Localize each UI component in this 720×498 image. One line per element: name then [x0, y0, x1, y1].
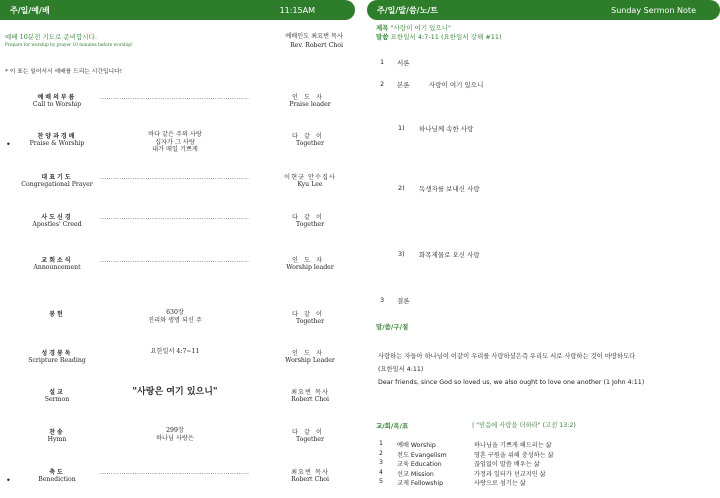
prepare-notice-en: Prepare for worship by prayer 10 minutes before worship! [5, 43, 133, 48]
sermon-text: 요한일서 4:7-11 (요한일서 강해 #11) [390, 32, 502, 41]
standing-bullet: • [6, 476, 11, 485]
goal-label: 선교 Mission [397, 470, 434, 478]
dotted-leader: …………………………………………………………… [100, 214, 250, 221]
order-item-detail: 요한일서 4:7~11 [150, 348, 200, 355]
order-item-person-en: Together [295, 436, 325, 443]
order-item-ko: 사도신경 [41, 214, 73, 221]
outline-label: 본론 [397, 81, 410, 89]
worship-header [0, 0, 355, 20]
outline-number: 1 [380, 58, 385, 66]
order-item-ko: 봉헌 [49, 311, 65, 318]
sermon-info [376, 24, 502, 41]
order-row [0, 427, 355, 453]
order-row [0, 131, 355, 157]
order-item-person: 인도자 [292, 257, 328, 264]
order-item-detail: 630장 진리와 생명 되신 주 [148, 309, 202, 324]
outline-number: 2) [398, 184, 405, 192]
sermon-title-label: 제목 [376, 24, 389, 32]
order-item-person-en: Worship leader [286, 264, 334, 271]
order-row [0, 255, 355, 281]
order-item-ko: 찬양과경배 [37, 133, 77, 140]
order-item-person: 인도자 [292, 350, 328, 357]
outline-number: 3) [398, 250, 405, 258]
church-goals-title: 교/회/목/표 [376, 422, 409, 430]
order-item-detail: 299장 하나님 사랑은 [156, 427, 194, 442]
order-item-person: 이현규 안수집사 [284, 174, 336, 181]
order-row [0, 212, 355, 238]
church-goal-item [367, 459, 720, 468]
prepare-notice [5, 32, 133, 48]
outline-label: 하나님께 속한 사랑 [419, 125, 474, 133]
worship-leader-name: Rev. Robert Choi [290, 42, 343, 49]
goal-number: 3 [379, 459, 383, 466]
goal-number: 4 [379, 468, 383, 476]
order-item-detail: "사랑은 여기 있으니" [132, 387, 218, 397]
order-item-en: Praise & Worship [29, 140, 85, 147]
memory-verse-en: Dear friends, since God so loved us, we also ought to love one another (1 John 4:11) [378, 379, 645, 386]
sermon-note-panel [367, 0, 720, 498]
order-item-en: Call to Worship [32, 101, 82, 108]
church-goal-item [367, 478, 720, 487]
goal-description: 가정과 일터가 선교지인 삶 [474, 470, 546, 478]
order-item-ko: 설교 [49, 389, 65, 396]
worship-title: 주/일/예/배 [10, 5, 50, 15]
order-row [0, 387, 355, 413]
standing-note: * 이 표는 일어서서 예배를 드리는 시간입니다! [5, 69, 123, 75]
outline-label: 서론 [397, 59, 410, 67]
church-goal-item [367, 440, 720, 449]
sermon-text-label: 말씀 [376, 32, 389, 41]
goal-description: 영혼 구원을 위해 충성하는 삶 [474, 451, 554, 459]
outline-number: 1) [398, 124, 405, 132]
outline-label: 결론 [397, 297, 410, 305]
goal-number: 1 [379, 440, 383, 447]
order-item-person: 다같이 [292, 429, 328, 436]
order-item-person: 인도자 [292, 94, 328, 101]
order-item-ko: 축도 [49, 469, 65, 476]
verse-section-title: 말/씀/구/절 [376, 323, 409, 331]
outline-label: 화목제물로 오신 사랑 [419, 251, 480, 259]
order-row [0, 172, 355, 198]
worship-order-panel [0, 0, 355, 498]
dotted-leader: …………………………………………………………… [100, 94, 250, 101]
sermon-title: "사랑이 여기 있으니" [390, 24, 451, 32]
memory-verse-ko: 사랑하는 자들아 하나님이 이같이 우리를 사랑하셨은즉 우리도 서로 사랑하는 것이 마땅하도다 [378, 353, 636, 360]
order-item-ko: 교회소식 [41, 257, 73, 264]
goal-label: 교제 Fellowship [397, 480, 444, 487]
order-item-person-en: Together [295, 221, 325, 228]
order-item-detail: 바다 같은 주의 사랑 십자가 그 사랑 내가 매일 기쁘게 [148, 131, 202, 154]
sermon-note-subtitle: Sunday Sermon Note [611, 5, 696, 15]
order-item-en: Scripture Reading [28, 357, 86, 364]
order-item-en: Hymn [47, 436, 67, 443]
goal-description: 끊임없이 말씀 배우는 삶 [474, 461, 540, 468]
goal-label: 전도 Evangelism [397, 451, 447, 459]
outline-number: 3 [380, 296, 385, 304]
sermon-note-header [367, 0, 720, 20]
order-item-person: 다같이 [292, 133, 328, 140]
goal-number: 2 [379, 449, 383, 457]
outline-number: 2 [380, 80, 385, 88]
goal-label: 예배 Worship [397, 442, 436, 449]
order-item-person: 최요번 목사 [291, 469, 329, 476]
outline-label: 독생자를 보내신 사랑 [419, 185, 480, 193]
standing-bullet: • [6, 140, 11, 149]
order-item-ko: 성경봉독 [41, 350, 73, 357]
order-row [0, 467, 355, 493]
order-item-person-en: Robert Choi [291, 476, 329, 483]
order-item-ko: 대표기도 [41, 174, 73, 181]
order-item-person: 최요번 목사 [291, 389, 329, 396]
church-goal-item [367, 469, 720, 478]
order-item-person-en: Praise leader [289, 101, 331, 108]
church-goal-item [367, 450, 720, 459]
order-item-en: Sermon [44, 396, 70, 403]
order-row [0, 309, 355, 335]
memory-verse-ref: (요한일서 4:11) [378, 366, 424, 373]
order-row [0, 92, 355, 118]
order-row [0, 348, 355, 374]
order-item-en: Benediction [38, 476, 76, 483]
goal-label: 교육 Education [397, 461, 442, 468]
dotted-leader: …………………………………………………………… [100, 257, 250, 264]
order-item-en: Apostles' Creed [32, 221, 82, 228]
order-item-person-en: Together [295, 318, 325, 325]
order-item-person-en: Robert Choi [291, 396, 329, 403]
worship-leader [271, 32, 343, 50]
goal-description: 하나님을 기쁘게 해드리는 삶 [474, 442, 552, 449]
worship-time: 11:15AM [279, 5, 315, 15]
order-item-person-en: Worship Leader [285, 357, 335, 364]
order-item-ko: 찬송 [49, 429, 65, 436]
order-item-en: Congregational Prayer [21, 181, 93, 188]
order-item-person-en: Together [295, 140, 325, 147]
worship-leader-role: 예배인도 최요번 목사 [285, 33, 343, 40]
dotted-leader: …………………………………………………………… [100, 174, 250, 181]
goal-description: 사랑으로 섬기는 삶 [474, 480, 526, 487]
church-goals-quote: | "믿음에 사랑을 더하라" (고전 13:2) [472, 422, 576, 429]
outline-subtitle: 사랑이 여기 있으니 [429, 81, 484, 89]
order-item-ko: 예배의부름 [37, 94, 77, 101]
dotted-leader: …………………………………………………………… [100, 469, 250, 476]
order-item-person: 다같이 [292, 311, 328, 318]
memory-verse [378, 350, 713, 389]
order-item-person: 다같이 [292, 214, 328, 221]
sermon-note-title: 주/일/말/씀/노/트 [377, 5, 438, 15]
order-item-person-en: Kyu Lee [297, 181, 323, 188]
prepare-notice-ko: 예배 10분전 기도로 준비합시다. [5, 33, 97, 41]
goal-number: 5 [379, 478, 383, 485]
order-item-en: Announcement [33, 264, 81, 271]
